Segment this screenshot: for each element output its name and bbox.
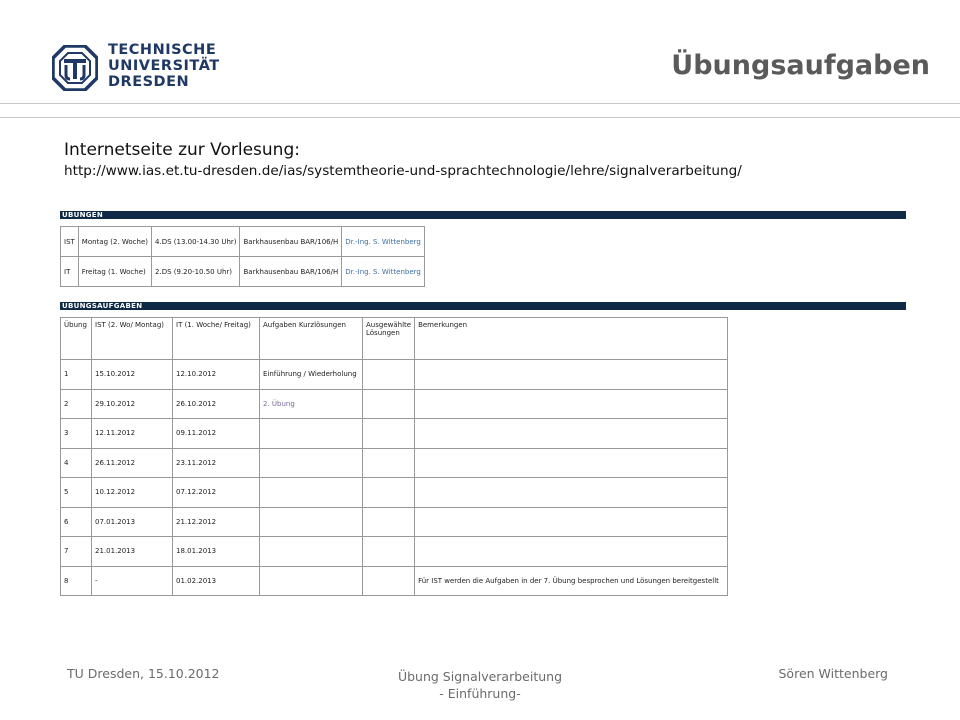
table-row	[61, 257, 425, 287]
header-divider-lower	[0, 117, 960, 118]
table-cell: Barkhausenbau BAR/106/H	[240, 227, 342, 257]
table-cell	[415, 419, 728, 449]
table-cell: 18.01.2013	[173, 537, 260, 567]
table-cell: 09.11.2012	[173, 419, 260, 449]
header-divider	[0, 103, 960, 104]
table-cell	[363, 507, 415, 537]
column-header: Übung	[61, 318, 92, 360]
column-header: IST (2. Wo/ Montag)	[92, 318, 173, 360]
table-cell: 4	[61, 448, 92, 478]
uebungen-table	[60, 226, 425, 287]
table-cell	[363, 566, 415, 596]
table-cell	[260, 478, 363, 508]
table-cell: 07.01.2013	[92, 507, 173, 537]
logo-line-2: UNIVERSITÄT	[108, 58, 220, 74]
table-cell: 4.DS (13.00-14.30 Uhr)	[152, 227, 240, 257]
table-cell: IST	[61, 227, 79, 257]
table-cell	[415, 478, 728, 508]
footer-course-line-1: Übung Signalverarbeitung	[397, 669, 563, 684]
table-row	[61, 419, 728, 449]
table-cell: 2.DS (9.20-10.50 Uhr)	[152, 257, 240, 287]
table-cell	[363, 448, 415, 478]
table-cell	[363, 360, 415, 390]
table-cell: 21.01.2013	[92, 537, 173, 567]
table-cell: 26.11.2012	[92, 448, 173, 478]
aufgaben-section-title: ÜBUNGSAUFGABEN	[62, 302, 143, 310]
table-cell: 8	[61, 566, 92, 596]
table-cell: 26.10.2012	[173, 389, 260, 419]
table-cell: 29.10.2012	[92, 389, 173, 419]
table-cell	[260, 448, 363, 478]
table-row	[61, 478, 728, 508]
table-cell: 10.12.2012	[92, 478, 173, 508]
table-cell	[260, 419, 363, 449]
table-cell	[415, 507, 728, 537]
table-cell: Freitag (1. Woche)	[78, 257, 151, 287]
exercise-2-link[interactable]: 2. Übung	[260, 389, 363, 419]
table-row	[61, 389, 728, 419]
remark-cell: Für IST werden die Aufgaben in der 7. Übung besprochen und Lösungen bereitgestellt	[415, 566, 728, 596]
footer-date: TU Dresden, 15.10.2012	[67, 666, 220, 681]
logo-line-1: TECHNISCHE	[108, 42, 217, 58]
footer-course-line-2: - Einführung-	[439, 686, 521, 701]
table-row	[61, 566, 728, 596]
footer-course	[380, 668, 580, 702]
table-cell	[415, 360, 728, 390]
table-row	[61, 537, 728, 567]
table-row	[61, 507, 728, 537]
lecturer-link[interactable]: Dr.-Ing. S. Wittenberg	[342, 257, 425, 287]
tu-dresden-emblem-icon	[52, 45, 98, 91]
table-cell	[363, 389, 415, 419]
slide-title: Übungsaufgaben	[671, 50, 930, 81]
footer-author: Sören Wittenberg	[778, 666, 888, 681]
table-cell: Einführung / Wiederholung	[260, 360, 363, 390]
table-cell: -	[92, 566, 173, 596]
table-cell: 2	[61, 389, 92, 419]
table-cell: 5	[61, 478, 92, 508]
table-row	[61, 360, 728, 390]
table-cell	[363, 419, 415, 449]
uebungen-section-bar	[60, 211, 906, 219]
column-header: IT (1. Woche/ Freitag)	[173, 318, 260, 360]
table-cell: 21.12.2012	[173, 507, 260, 537]
table-cell	[415, 448, 728, 478]
table-cell: 12.10.2012	[173, 360, 260, 390]
table-cell: 12.11.2012	[92, 419, 173, 449]
column-header: Bemerkungen	[415, 318, 728, 360]
table-cell	[363, 478, 415, 508]
table-row	[61, 227, 425, 257]
table-cell: 01.02.2013	[173, 566, 260, 596]
tu-dresden-logo	[52, 42, 222, 94]
logo-line-3: DRESDEN	[108, 74, 190, 90]
table-cell: IT	[61, 257, 79, 287]
table-cell: 6	[61, 507, 92, 537]
table-cell	[260, 507, 363, 537]
table-cell	[415, 389, 728, 419]
table-header-row	[61, 318, 728, 360]
column-header: Aufgaben Kurzlösungen	[260, 318, 363, 360]
table-cell: 15.10.2012	[92, 360, 173, 390]
table-cell	[260, 537, 363, 567]
table-cell	[260, 566, 363, 596]
aufgaben-table	[60, 317, 728, 596]
table-cell: 1	[61, 360, 92, 390]
aufgaben-section-bar	[60, 302, 906, 310]
column-header: Ausgewählte Lösungen	[363, 318, 415, 360]
table-cell: 7	[61, 537, 92, 567]
table-cell: Barkhausenbau BAR/106/H	[240, 257, 342, 287]
uebungen-section-title: ÜBUNGEN	[62, 211, 104, 219]
table-row	[61, 448, 728, 478]
table-cell: 3	[61, 419, 92, 449]
lecture-url-link[interactable]: http://www.ias.et.tu-dresden.de/ias/systemtheorie-und-sprachtechnologie/lehre/signalverarbeitung/	[64, 163, 742, 179]
table-cell: 23.11.2012	[173, 448, 260, 478]
lecturer-link[interactable]: Dr.-Ing. S. Wittenberg	[342, 227, 425, 257]
table-cell: 07.12.2012	[173, 478, 260, 508]
logo-wordmark	[108, 42, 220, 90]
table-cell	[363, 537, 415, 567]
table-cell: Montag (2. Woche)	[78, 227, 151, 257]
table-cell	[415, 537, 728, 567]
intro-label: Internetseite zur Vorlesung:	[64, 140, 300, 160]
